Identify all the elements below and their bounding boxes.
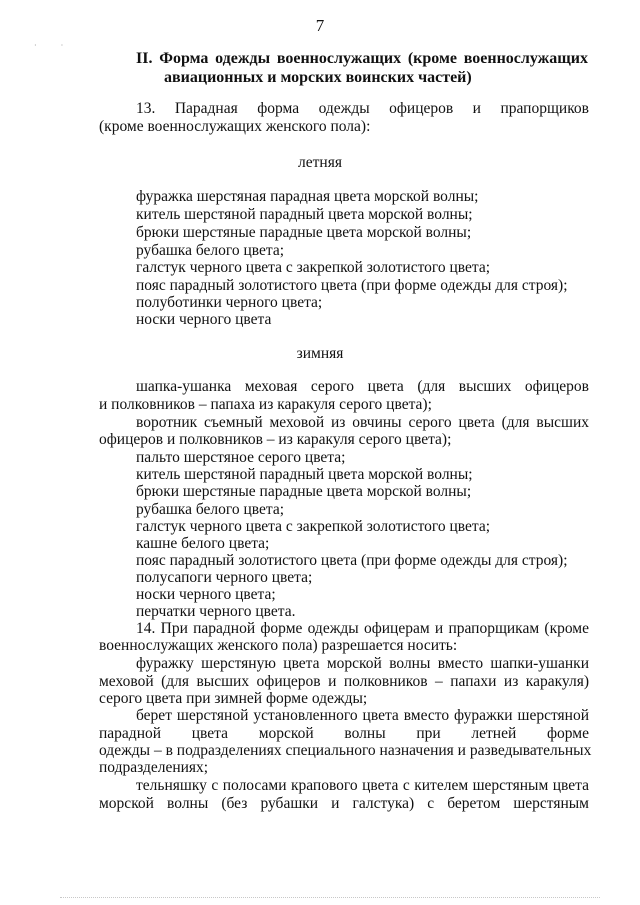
section-heading-line-2: авиационных и морских воинских частей) [164,69,472,86]
winter-item: перчатки черного цвета. [136,603,296,620]
p14-c-line-2: морской волны (без рубашки и галстука) с беретом шерстяным [99,795,589,812]
summer-item: брюки шерстяные парадные цвета морской волны; [136,224,472,241]
p14-b-line-4: подразделениях; [99,759,209,776]
section-heading [136,49,588,87]
page-number: 7 [315,16,325,35]
winter-hat-line-2: и полковников – папаха из каракуля серого цвета); [99,396,432,413]
winter-collar-line-2: офицеров и полковников – из каракуля серого цвета); [99,431,452,448]
paragraph-14-line-2: военнослужащих женского пола) разрешается носить: [99,637,458,654]
summer-item: полуботинки черного цвета; [136,294,323,311]
p14-b-line-1: берет шерстяной установленного цвета вместо фуражки шерстяной [136,707,589,724]
summer-item: галстук черного цвета с закрепкой золотистого цвета; [136,259,491,276]
scan-edge-dots [60,897,600,900]
winter-item: пальто шерстяное серого цвета; [136,449,346,466]
summer-item: фуражка шерстяная парадная цвета морской волны; [136,188,479,205]
subheading-summer: летняя [298,154,342,171]
summer-item: рубашка белого цвета; [136,242,285,259]
winter-item: пояс парадный золотистого цвета (при форме одежды для строя); [136,552,568,569]
p14-a-line-1: фуражку шерстяную цвета морской волны вместо шапки-ушанки [136,655,589,672]
winter-item: носки черного цвета; [136,586,276,603]
summer-item: носки черного цвета [136,311,272,328]
winter-item: кашне белого цвета; [136,535,270,552]
summer-item: пояс парадный золотистого цвета (при форме одежды для строя); [136,277,568,294]
section-heading-line-1: II. Форма одежды военнослужащих (кроме военнослужащих [136,50,588,67]
p14-b-line-3: одежды – в подразделениях специального назначения и разведывательных [99,742,592,759]
winter-item: рубашка белого цвета; [136,501,285,518]
winter-item: галстук черного цвета с закрепкой золотистого цвета; [136,518,491,535]
winter-hat-line-1: шапка-ушанка меховая серого цвета (для высших офицеров [136,378,589,395]
paragraph-13-line-1: 13. Парадная форма одежды офицеров и прапорщиков [136,100,589,117]
paragraph-13-line-2: (кроме военнослужащих женского пола): [99,118,371,135]
scan-specks: · · [34,41,64,50]
paragraph-14-line-1: 14. При парадной форме одежды офицерам и прапорщикам (кроме [136,620,589,637]
winter-item: китель шерстяной парадный цвета морской волны; [136,466,473,483]
p14-a-line-2: меховой (для высших офицеров и полковников – папахи из каракуля) [99,673,589,690]
p14-a-line-3: серого цвета при зимней форме одежды; [99,690,368,707]
summer-item: китель шерстяной парадный цвета морской волны; [136,206,473,223]
subheading-winter: зимняя [296,345,344,362]
winter-item: полусапоги черного цвета; [136,569,313,586]
winter-collar-line-1: воротник съемный меховой из овчины серого цвета (для высших [136,414,589,431]
p14-c-line-1: тельняшку с полосами крапового цвета с кителем шерстяным цвета [136,777,589,794]
winter-item: брюки шерстяные парадные цвета морской волны; [136,483,472,500]
p14-b-line-2: парадной цвета морской волны при летней форме [99,725,589,742]
